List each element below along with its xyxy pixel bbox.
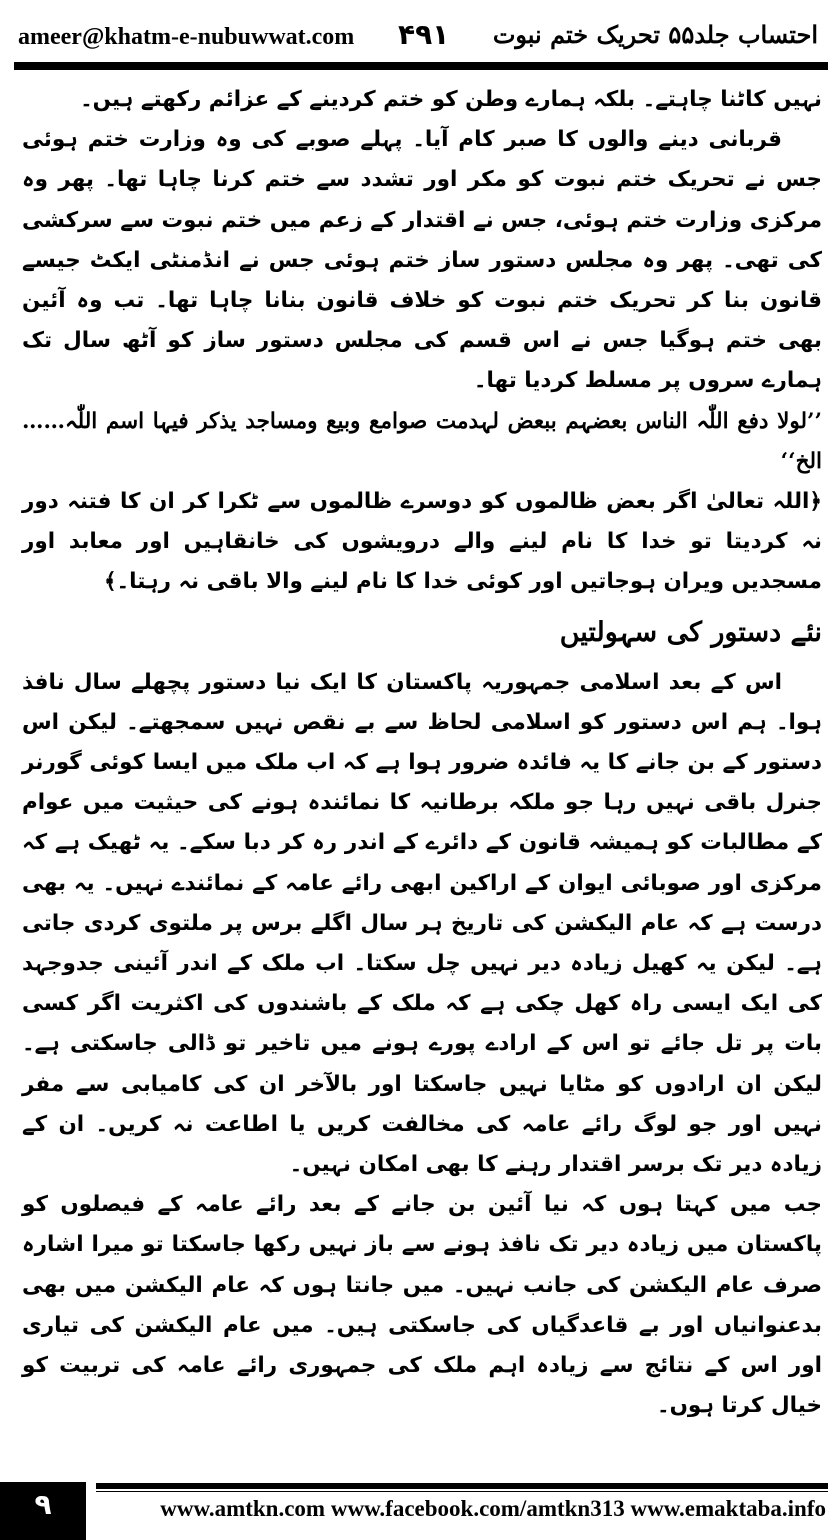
quran-quote: ’’لولا دفع اللّٰہ الناس بعضہم ببعض لہدمت صوامع وبیع ومساجد یذکر فیہا اسم اللّٰہ……الخ‘‘	[22, 408, 822, 474]
paragraph-4: جب میں کہتا ہوں کہ نیا آئین بن جانے کے بعد رائے عامہ کے فیصلوں کو پاکستان میں زیادہ دیر تک نافذ ہونے سے باز نہیں رکھا جاسکتا تو میرا اشارہ صرف عام الیکشن کی جانب نہیں۔ میں جانتا ہوں کہ عام الیکشن میں بھی بدعنوانیاں اور بے قاعدگیاں کی جاسکتی ہیں۔ میں عام الیکشن کی تیاری اور اس کے نتائج سے زیادہ اہم ملک کی جمہوری رائے عامہ کی تربیت کو خیال کرتا ہوں۔	[22, 1192, 822, 1419]
paragraph-3: اس کے بعد اسلامی جمہوریہ پاکستان کا ایک نیا دستور پچھلے سال نافذ ہوا۔ ہم اس دستور کو اسلامی لحاظ سے بے نقص نہیں سمجھتے۔ لیکن اس دستور کے بن جانے کا یہ فائدہ ضرور ہوا ہے کہ اب ملک میں ایسا کوئی گورنر جنرل باقی نہیں رہا جو ملکہ برطانیہ کا نمائندہ ہونے کی حیثیت میں عوام کے مطالبات کو ہمیشہ قانون کے دائرے کے اندر رہ کر دبا سکے۔ یہ ٹھیک ہے کہ مرکزی اور صوبائی ایوان کے اراکین ابھی رائے عامہ کے نمائندے نہیں۔ یہ بھی درست ہے کہ عام الیکشن کی تاریخ ہر سال اگلے برس پر ملتوی کردی جاتی ہے۔ لیکن یہ کھیل زیادہ دیر نہیں چل سکتا۔ اب ملک کے اندر آئینی جدوجہد کی ایک ایسی راہ کھل چکی ہے کہ ملک کے باشندوں کی اکثریت اگر کسی بات پر تل جائے تو اس کے ارادے پورے ہونے میں تاخیر تو ڈالی جاسکتی ہے۔ لیکن ان ارادوں کو مٹایا نہیں جاسکتا اور بالآخر ان کی کامیابی سے مفر نہیں اور جو لوگ رائے عامہ کی مخالفت کریں یا اطاعت نہ کریں۔ ان کے زیادہ دیر تک برسر اقتدار رہنے کا بھی امکان نہیں۔	[22, 669, 822, 1178]
header-page-number: ۴۹۱	[398, 18, 450, 51]
paragraph-1: نہیں کاٹنا چاہتے۔ بلکہ ہمارے وطن کو ختم کردینے کے عزائم رکھتے ہیں۔	[80, 87, 822, 112]
section-heading: نئے دستور کی سہولتیں	[559, 616, 822, 648]
header-title: احتساب جلد۵۵ تحریک ختم نبوت	[492, 20, 818, 49]
header-email[interactable]: ameer@khatm-e-nubuwwat.com	[18, 24, 355, 50]
header-rule	[14, 62, 828, 70]
footer-rule	[96, 1483, 828, 1489]
footer-page-badge: ۹	[0, 1482, 86, 1540]
footer-rule-thin	[96, 1491, 828, 1492]
footer-urls[interactable]: www.amtkn.com www.facebook.com/amtkn313 www.emaktaba.info	[160, 1496, 826, 1521]
body-text	[22, 80, 822, 1427]
page-header	[14, 18, 828, 58]
paragraph-2: قربانی دینے والوں کا صبر کام آیا۔ پہلے صوبے کی وہ وزارت ختم ہوئی جس نے تحریک ختم نبوت کو مکر اور تشدد سے ختم کرنا چاہا تھا۔ پھر وہ مرکزی وزارت ختم ہوئی، جس نے اقتدار کے زعم میں ختم نبوت سے سرکشی کی تھی۔ پھر وہ مجلس دستور ساز ختم ہوئی جس نے انڈمنٹی ایکٹ جیسے قانون بنا کر تحریک ختم نبوت کو خلاف قانون بنانا چاہا تھا۔ تب وہ آئین بھی ختم ہوگیا جس نے اس قسم کی مجلس دستور ساز کو آٹھ سال تک ہمارے سروں پر مسلط کردیا تھا۔	[22, 127, 822, 394]
quote-translation: ﴿اللہ تعالیٰ اگر بعض ظالموں کو دوسرے ظالموں سے ٹکرا کر ان کا فتنہ دور نہ کردیتا تو خدا کا نام لینے والے درویشوں کی خانقاہیں اور معابد اور مسجدیں ویران ہوجاتیں اور کوئی خدا کا نام لینے والا باقی نہ رہتا۔﴾	[22, 489, 822, 595]
